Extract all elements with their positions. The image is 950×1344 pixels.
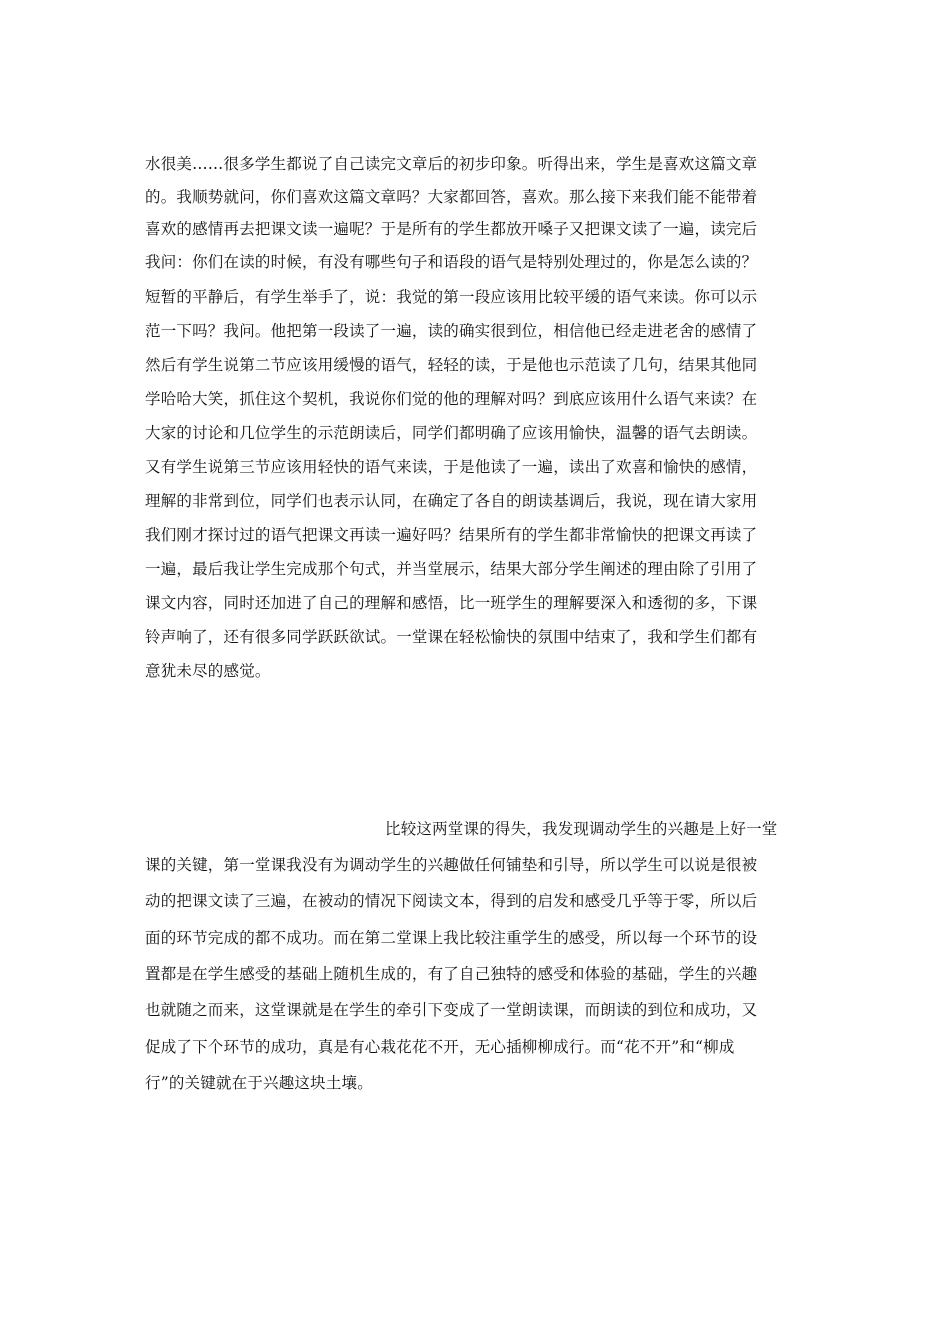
text-line: 水很美……很多学生都说了自己读完文章后的初步印象。听得出来，学生是喜欢这篇文章 <box>145 155 758 173</box>
text-line: 意犹未尽的感觉。 <box>145 662 271 680</box>
text-line: 的。我顺势就问，你们喜欢这篇文章吗？大家都回答，喜欢。那么接下来我们能不能带着 <box>145 188 758 206</box>
text-line: 我问：你们在读的时候，有没有哪些句子和语段的语气是特别处理过的，你是怎么读的？ <box>145 253 758 271</box>
text-line: 置都是在学生感受的基础上随机生成的，有了自己独特的感受和体验的基础，学生的兴趣 <box>145 965 758 983</box>
text-line: 一遍，最后我让学生完成那个句式，并当堂展示，结果大部分学生阐述的理由除了引用了 <box>145 560 758 578</box>
text-line: 比较这两堂课的得失，我发现调动学生的兴趣是上好一堂 <box>385 820 778 838</box>
text-line: 课文内容，同时还加进了自己的理解和感悟，比一班学生的理解要深入和透彻的多，下课 <box>145 594 758 612</box>
text-line: 喜欢的感情再去把课文读一遍呢？于是所有的学生都放开嗓子又把课文读了一遍，读完后 <box>145 220 758 238</box>
text-line: 动的把课文读了三遍，在被动的情况下阅读文本，得到的启发和感受几乎等于零，所以后 <box>145 892 758 910</box>
text-line: 我们刚才探讨过的语气把课文再读一遍好吗？结果所有的学生都非常愉快的把课文再读了 <box>145 526 758 544</box>
text-line: 然后有学生说第二节应该用缓慢的语气，轻轻的读，于是他也示范读了几句，结果其他同 <box>145 356 758 374</box>
text-line: 行”的关键就在于兴趣这块土壤。 <box>145 1074 373 1092</box>
text-line: 铃声响了，还有很多同学跃跃欲试。一堂课在轻松愉快的氛围中结束了，我和学生们都有 <box>145 628 758 646</box>
text-line: 短暂的平静后，有学生举手了，说：我觉的第一段应该用比较平缓的语气来读。你可以示 <box>145 288 758 306</box>
text-line: 学哈哈大笑，抓住这个契机，我说你们觉的他的理解对吗？到底应该用什么语气来读？在 <box>145 390 758 408</box>
text-line: 面的环节完成的都不成功。而在第二堂课上我比较注重学生的感受，所以每一个环节的设 <box>145 929 758 947</box>
text-line: 促成了下个环节的成功，真是有心栽花花不开，无心插柳柳成行。而“花不开”和“柳成 <box>145 1038 735 1056</box>
text-line: 范一下吗？我问。他把第一段读了一遍，读的确实很到位，相信他已经走进老舍的感情了 <box>145 322 758 340</box>
text-line: 也就随之而来，这堂课就是在学生的牵引下变成了一堂朗读课，而朗读的到位和成功，又 <box>145 1001 758 1019</box>
text-line: 又有学生说第三节应该用轻快的语气来读，于是他读了一遍，读出了欢喜和愉快的感情， <box>145 458 758 476</box>
text-line: 理解的非常到位，同学们也表示认同，在确定了各自的朗读基调后，我说，现在请大家用 <box>145 492 758 510</box>
text-line: 大家的讨论和几位学生的示范朗读后，同学们都明确了应该用愉快，温馨的语气去朗读。 <box>145 424 758 442</box>
text-line: 课的关键，第一堂课我没有为调动学生的兴趣做任何铺垫和引导，所以学生可以说是很被 <box>145 856 758 874</box>
